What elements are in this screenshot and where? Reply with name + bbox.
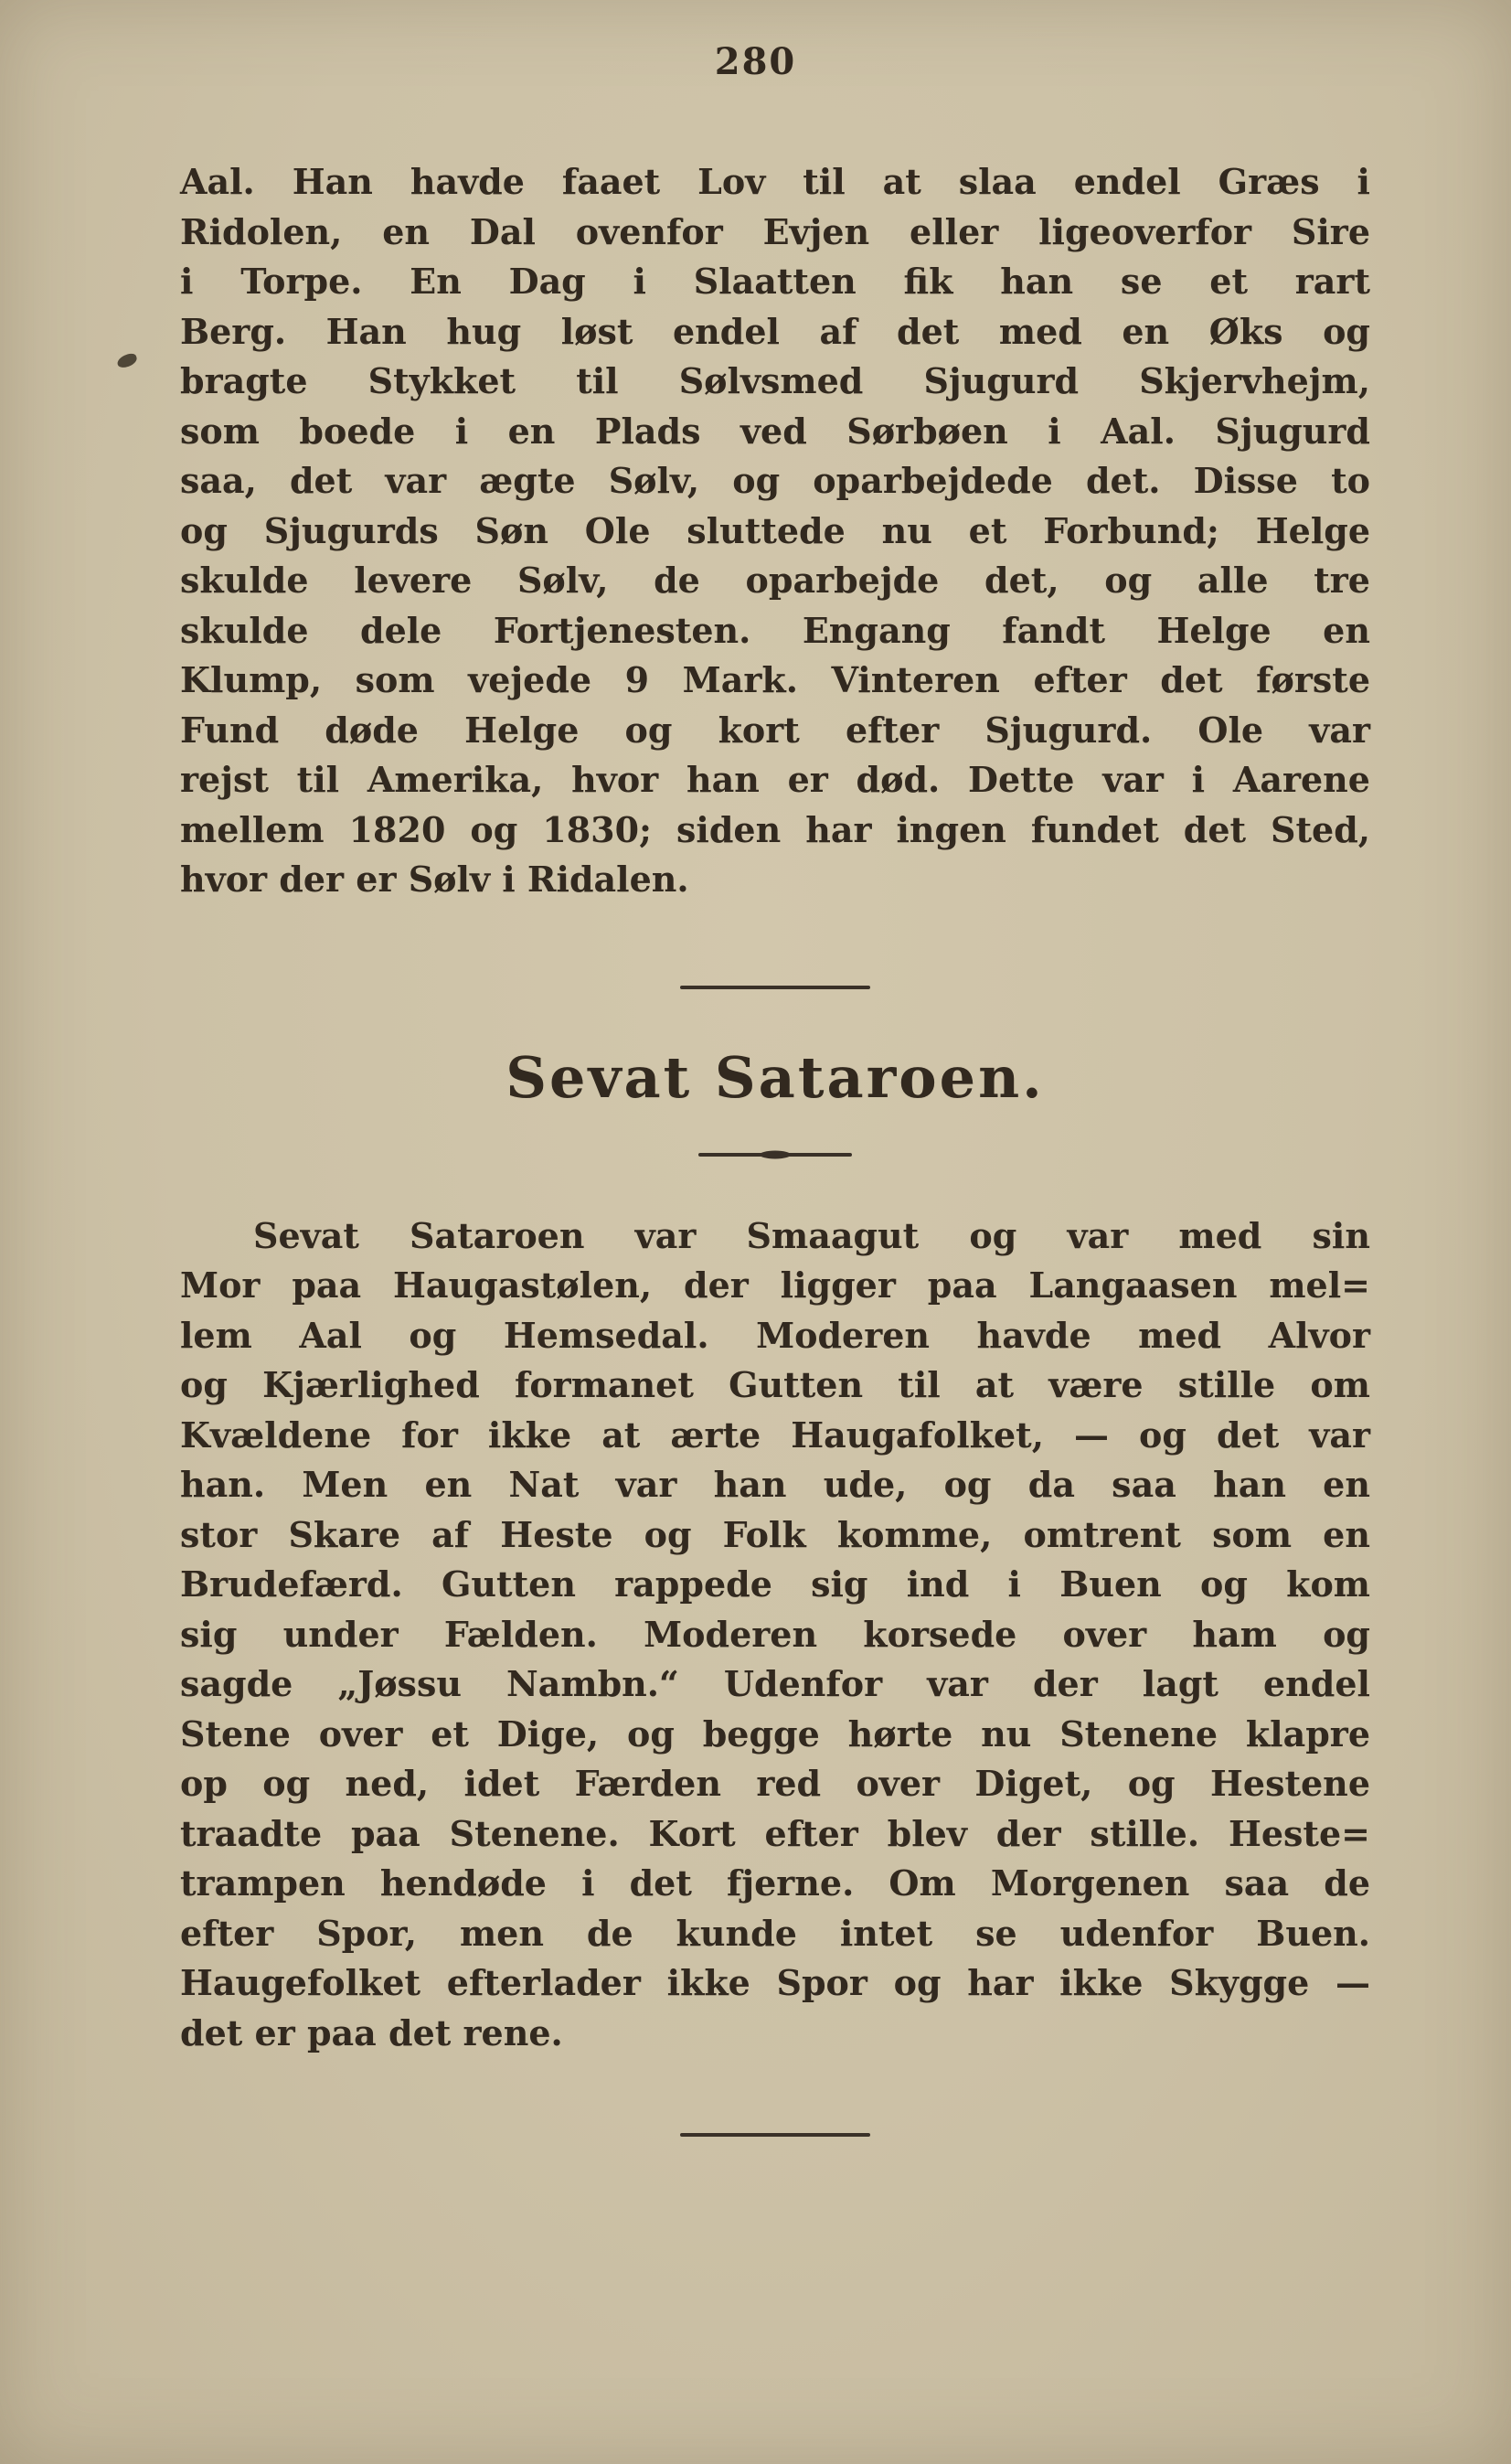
text-line: Mor paa Haugastølen, der ligger paa Langaasen mel= bbox=[180, 1264, 1370, 1306]
text-line: Stene over et Dige, og begge hørte nu Stenene klapre bbox=[180, 1712, 1370, 1755]
text-line: saa, det var ægte Sølv, og oparbejdede det. Disse to bbox=[180, 460, 1370, 501]
text-line: i Torpe. En Dag i Slaatten fik han se et rart bbox=[180, 261, 1370, 302]
text-line: op og ned, idet Færden red over Diget, og Hestene bbox=[180, 1763, 1370, 1804]
text-line: sig under Fælden. Moderen korsede over ham og bbox=[180, 1613, 1370, 1655]
text-line: trampen hendøde i det fjerne. Om Morgenen saa de bbox=[180, 1862, 1370, 1904]
text-line: efter Spor, men de kunde intet se udenfor Buen. bbox=[180, 1912, 1370, 1954]
text-line: Aal. Han havde faaet Lov til at slaa endel Græs i bbox=[180, 161, 1370, 202]
text-line: skulde levere Sølv, de oparbejde det, og alle tre bbox=[180, 560, 1370, 601]
text-line: skulde dele Fortjenesten. Engang fandt Helge en bbox=[180, 609, 1370, 651]
text-line: Sevat Sataroen var Smaagut og var med sin bbox=[253, 1214, 1370, 1256]
paragraph-story bbox=[180, 1211, 1370, 2059]
text-line: lem Aal og Hemsedal. Moderen havde med Alvor bbox=[180, 1314, 1370, 1356]
text-line: hvor der er Sølv i Ridalen. bbox=[180, 859, 689, 900]
section-heading: Sevat Sataroen. bbox=[505, 1043, 1045, 1111]
heading-ornament-rule bbox=[698, 1153, 852, 1157]
text-line: Kvældene for ikke at ærte Haugafolket, — og det var bbox=[180, 1413, 1370, 1456]
text-line: Berg. Han hug løst endel af det med en Øks og bbox=[180, 310, 1370, 352]
paragraph-continued bbox=[180, 157, 1370, 905]
section-divider bbox=[680, 986, 870, 989]
text-line: som boede i en Plads ved Sørbøen i Aal. Sjugurd bbox=[180, 410, 1370, 452]
text-line: rejst til Amerika, hvor han er død. Dette var i Aarene bbox=[180, 759, 1370, 800]
text-line: det er paa det rene. bbox=[180, 2011, 563, 2053]
text-line: Brudefærd. Gutten rappede sig ind i Buen og kom bbox=[180, 1563, 1370, 1605]
text-line: sagde „Jøssu Nambn.“ Udenfor var der lagt endel bbox=[180, 1663, 1370, 1704]
text-line: stor Skare af Heste og Folk komme, omtrent som en bbox=[180, 1513, 1370, 1555]
text-line: Klump, som vejede 9 Mark. Vinteren efter det første bbox=[180, 659, 1370, 700]
text-line: og Kjærlighed formanet Gutten til at være stille om bbox=[180, 1364, 1370, 1405]
text-block bbox=[180, 157, 1370, 2137]
ink-speck bbox=[116, 352, 139, 369]
text-line: bragte Stykket til Sølvsmed Sjugurd Skjervhejm, bbox=[180, 360, 1370, 401]
text-line: traadte paa Stenene. Kort efter blev der stille. Heste= bbox=[180, 1812, 1370, 1854]
page-number: 280 bbox=[714, 40, 797, 83]
text-line: mellem 1820 og 1830; siden har ingen fundet det Sted, bbox=[180, 808, 1370, 850]
text-line: og Sjugurds Søn Ole sluttede nu et Forbund; Helge bbox=[180, 509, 1370, 551]
text-line: Fund døde Helge og kort efter Sjugurd. Ole var bbox=[180, 709, 1370, 751]
bottom-divider bbox=[680, 2133, 870, 2137]
text-line: han. Men en Nat var han ude, og da saa han en bbox=[180, 1464, 1370, 1505]
text-line: Haugefolket efterlader ikke Spor og har ikke Skygge — bbox=[180, 1962, 1370, 2003]
text-line: Ridolen, en Dal ovenfor Evjen eller ligeoverfor Sire bbox=[180, 210, 1370, 252]
